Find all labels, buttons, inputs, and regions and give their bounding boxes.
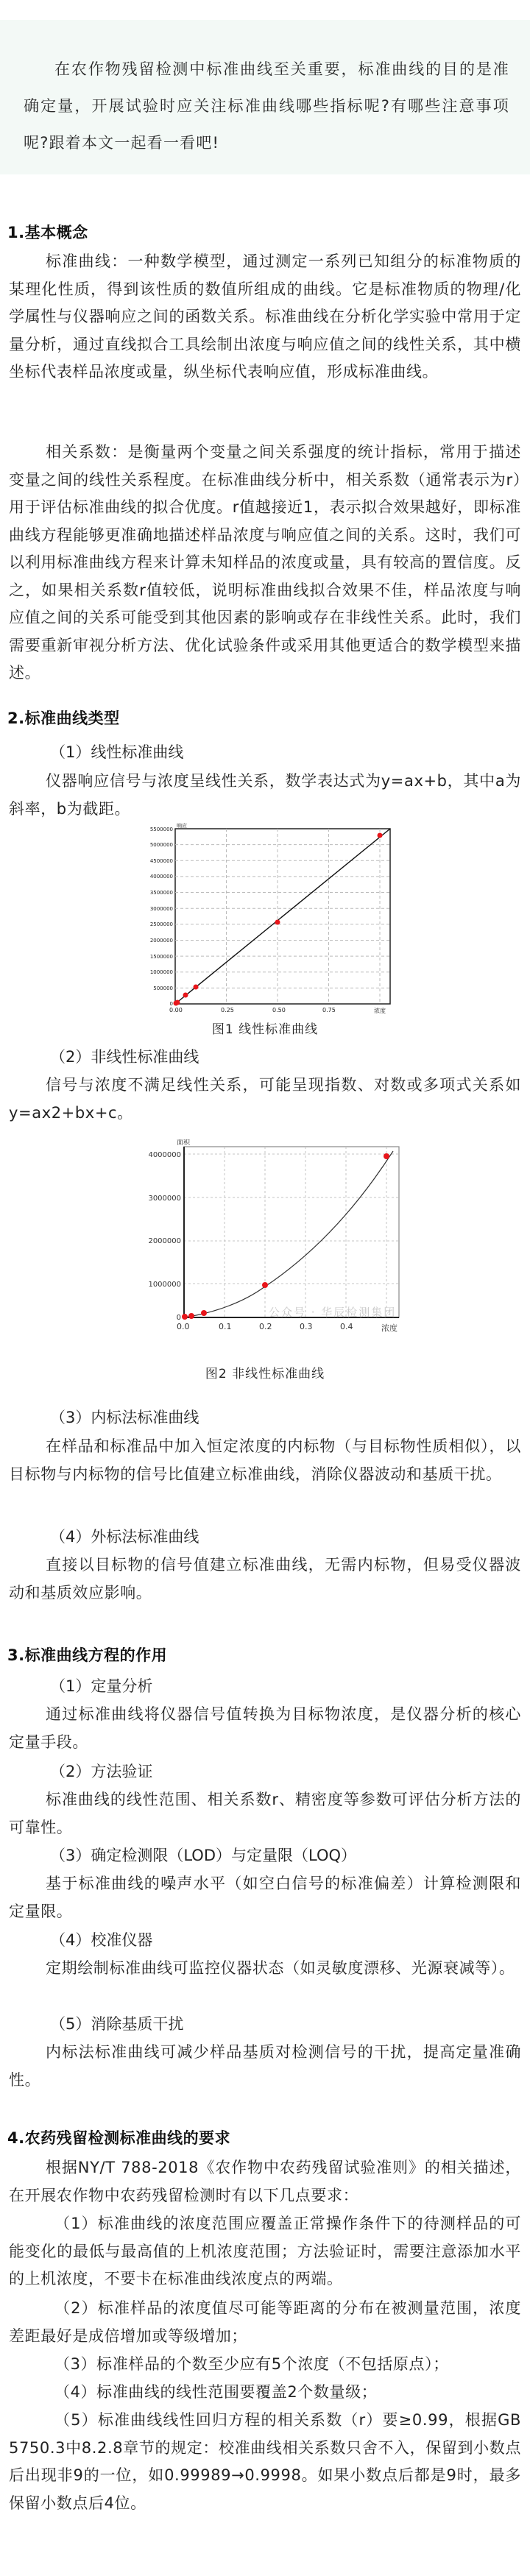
- svg-text:4000000: 4000000: [148, 1151, 181, 1159]
- linear-chart-svg: [140, 823, 412, 1007]
- subheading-method-validation: （2）方法验证: [50, 1763, 153, 1780]
- requirement-2: （2）标准样品的浓度值尽可能等距离的分布在被测量范围，浓度差距最好是成倍增加或等级增加；: [9, 2299, 521, 2345]
- section-heading-2: 2.标准曲线类型: [7, 710, 120, 727]
- svg-text:5500000: 5500000: [149, 827, 173, 832]
- section-heading-3: 3.标准曲线方程的作用: [7, 1646, 168, 1664]
- paragraph-method-validation: 标准曲线的线性范围、相关系数r、精密度等参数可评估分析方法的可靠性。: [9, 1791, 521, 1836]
- svg-text:响应: 响应: [177, 823, 187, 829]
- figure-nonlinear-chart: [132, 1139, 412, 1360]
- paragraph-matrix: 内标法标准曲线可减少样品基质对检测信号的干扰，提高定量准确性。: [9, 2043, 521, 2089]
- svg-text:3000000: 3000000: [148, 1195, 181, 1203]
- svg-text:1000000: 1000000: [148, 1281, 181, 1289]
- intro-box: [0, 20, 530, 174]
- subheading-nonlinear: （2）非线性标准曲线: [50, 1048, 199, 1066]
- svg-text:3500000: 3500000: [149, 890, 173, 896]
- paragraph-lod-loq: 基于标准曲线的噪声水平（如空白信号的标准偏差）计算检测限和定量限。: [9, 1875, 521, 1920]
- svg-text:2000000: 2000000: [148, 1237, 181, 1245]
- watermark: 公众号 · 华辰检测集团: [269, 1306, 397, 1319]
- subheading-linear: （1）线性标准曲线: [50, 743, 184, 761]
- section-heading-1: 1.基本概念: [7, 224, 88, 241]
- requirement-4: （4）标准曲线的线性范围要覆盖2个数量级；: [54, 2383, 378, 2401]
- svg-text:4500000: 4500000: [149, 858, 173, 864]
- section-heading-4: 4.农药残留检测标准曲线的要求: [7, 2129, 231, 2147]
- svg-text:0: 0: [176, 1314, 181, 1322]
- paragraph-calibration: 定期绘制标准曲线可监控仪器状态（如灵敏度漂移、光源衰减等）。: [46, 1959, 515, 1977]
- paragraph-nonlinear: 信号与浓度不满足线性关系，可能呈现指数、对数或多项式关系如y=ax2+bx+c。: [9, 1076, 521, 1122]
- svg-text:2000000: 2000000: [149, 938, 173, 944]
- requirement-1: （1）标准曲线的浓度范围应覆盖正常操作条件下的待测样品的可能变化的最低与最高值的上机浓度范围；方法验证时，需要注意添加水平的上机浓度，不要卡在标准曲线浓度点的两端。: [9, 2215, 521, 2287]
- requirement-5: （5）标准曲线线性回归方程的相关系数（r）要≥0.99，根据GB 5750.3中8.2.8章节的规定：校准曲线相关系数只舍不入，保留到小数点后出现非9的一位，如0.99989→0.9998。如果小数点后都是9时，最多保留小数点后4位。: [9, 2411, 521, 2512]
- figure-1-caption: 图1 线性标准曲线: [211, 1022, 319, 1037]
- svg-text:面积: 面积: [177, 1139, 191, 1147]
- subheading-matrix: （5）消除基质干扰: [50, 2015, 184, 2033]
- figure-linear-chart: [140, 823, 412, 1014]
- svg-text:1500000: 1500000: [149, 954, 173, 960]
- paragraph-quantitative: 通过标准曲线将仪器信号值转换为目标物浓度，是仪器分析的核心定量手段。: [9, 1705, 521, 1751]
- subheading-external-standard: （4）外标法标准曲线: [50, 1528, 199, 1546]
- subheading-quantitative: （1）定量分析: [50, 1677, 153, 1695]
- paragraph-correlation: 相关系数：是衡量两个变量之间关系强度的统计指标，常用于描述变量之间的线性关系程度。在标准曲线分析中，相关系数（通常表示为r）用于评估标准曲线的拟合优度。r值越接近1，表示拟合效果越好，即标准曲线方程能够更准确地描述样品浓度与响应值之间的关系。这时，我们可以利用标准曲线方程来计算未知样品的浓度或量，具有较高的置信度。反之，如果相关系数r值较低，说明标准曲线拟合效果不佳，样品浓度与响应值之间的关系可能受到其他因素的影响或存在非线性关系。此时，我们需要重新审视分析方法、优化试验条件或采用其他更适合的数学模型来描述。: [9, 443, 521, 682]
- subheading-internal-standard: （3）内标法标准曲线: [50, 1409, 199, 1426]
- paragraph-requirements-intro: 根据NY/T 788-2018《农作物中农药残留试验准则》的相关描述，在开展农作物中农药残留检测时有以下几点要求：: [9, 2159, 521, 2204]
- svg-text:5000000: 5000000: [149, 842, 173, 848]
- subheading-calibration: （4）校准仪器: [50, 1931, 153, 1949]
- figure-2-caption: 图2 非线性标准曲线: [205, 1367, 325, 1381]
- subheading-lod-loq: （3）确定检测限（LOD）与定量限（LOQ）: [50, 1847, 357, 1864]
- svg-text:500000: 500000: [153, 986, 173, 991]
- nonlinear-chart-xticks: 0.0 0.1 0.2 0.3 0.4 浓度: [177, 1322, 398, 1333]
- paragraph-internal-standard: 在样品和标准品中加入恒定浓度的内标物（与目标物性质相似），以目标物与内标物的信号比值建立标准曲线，消除仪器波动和基质干扰。: [9, 1437, 521, 1483]
- svg-text:0: 0: [169, 1001, 173, 1007]
- linear-chart-xticks: 0.00 0.25 0.50 0.75 浓度: [169, 1007, 386, 1014]
- paragraph-external-standard: 直接以目标物的信号值建立标准曲线，无需内标物，但易受仪器波动和基质效应影响。: [9, 1556, 521, 1602]
- svg-text:4000000: 4000000: [149, 874, 173, 880]
- requirement-3: （3）标准样品的个数至少应有5个浓度（不包括原点）；: [54, 2355, 449, 2373]
- svg-text:1000000: 1000000: [149, 969, 173, 975]
- svg-text:3000000: 3000000: [149, 906, 173, 912]
- paragraph-linear: 仪器响应信号与浓度呈线性关系，数学表达式为y=ax+b，其中a为斜率，b为截距。: [9, 772, 521, 818]
- paragraph-standard-curve: 标准曲线：一种数学模型，通过测定一系列已知组分的标准物质的某理化性质，得到该性质的数值所组成的曲线。它是标准物质的物理/化学属性与仪器响应之间的函数关系。标准曲线在分析化学实验中常用于定量分析，通过直线拟合工具绘制出浓度与响应值之间的线性关系，其中横坐标代表样品浓度或量，纵坐标代表响应值，形成标准曲线。: [9, 252, 521, 381]
- intro-text: 在农作物残留检测中标准曲线至关重要，标准曲线的目的是准确定量，开展试验时应关注标准曲线哪些指标呢?有哪些注意事项呢?跟着本文一起看一看吧!: [24, 60, 509, 152]
- svg-text:2500000: 2500000: [149, 921, 173, 927]
